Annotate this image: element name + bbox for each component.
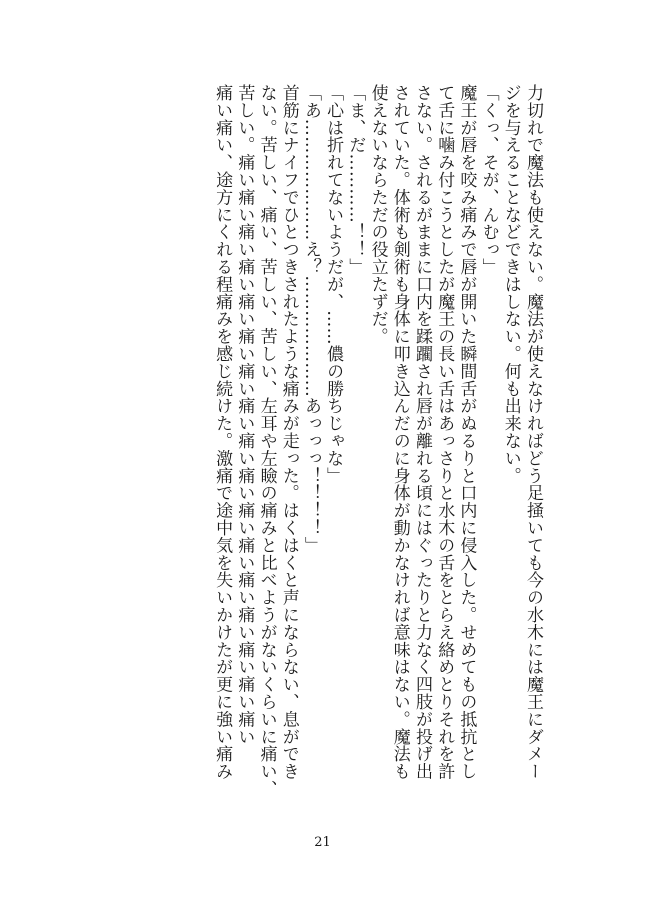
text-line: 「心は折れてないようだが、……儂の勝ちじゃな」 <box>323 84 344 485</box>
text-line: て舌に噛み付こうとしたが魔王の長い舌はあっさりと水木の舌をとらえ絡めとりそれを許 <box>434 84 455 780</box>
page-number: 21 <box>314 835 331 850</box>
text-line: 首筋にナイフでひとつきされたような痛みが走った。はくはくと声にならない、息ができ <box>278 84 299 780</box>
text-line: 「くっ、そが、んむっ」 <box>478 84 499 276</box>
text-line: 痛い痛い、途方にくれる程痛みを感じ続けた。激痛で途中気を失いかけたが更に強い痛み <box>212 84 233 780</box>
text-line: さない。されるがままに口内を蹂躙され唇が離れる頃にはぐったりと力なく四肢が投げ出 <box>411 84 432 780</box>
text-line: 力切れで魔法も使えない。魔法が使えなければどう足掻いても今の水木には魔王にダメー <box>523 84 543 780</box>
text-line: 「ま、だ…………！！」 <box>345 84 366 276</box>
text-line: ジを与えることなどできはしない。何も出来ない。 <box>500 84 521 485</box>
text-line: 魔王が唇を咬み痛みで唇が開いた瞬間舌がぬるりと口内に侵入した。せめてもの抵抗とし <box>456 84 477 780</box>
text-line: 使えないならただの役立たずだ。 <box>367 84 388 345</box>
vertical-text-body <box>211 84 544 819</box>
text-line: 苦しい。痛い痛い痛い痛い痛い痛い痛い痛い痛い痛い痛い痛い痛い痛い痛い痛い痛い <box>234 84 255 746</box>
text-line: ない。苦しい、痛い、苦しい、苦しい、左耳や左瞼の痛みと比べようがないくらいに痛い、 <box>256 84 277 798</box>
text-line: されていた。体術も剣術も身体に叩き込んだのに身体が動かなければ意味はない。魔法も <box>389 84 410 780</box>
text-line: 「あ…………………え？…………………あっっっ！！！！」 <box>300 84 321 554</box>
